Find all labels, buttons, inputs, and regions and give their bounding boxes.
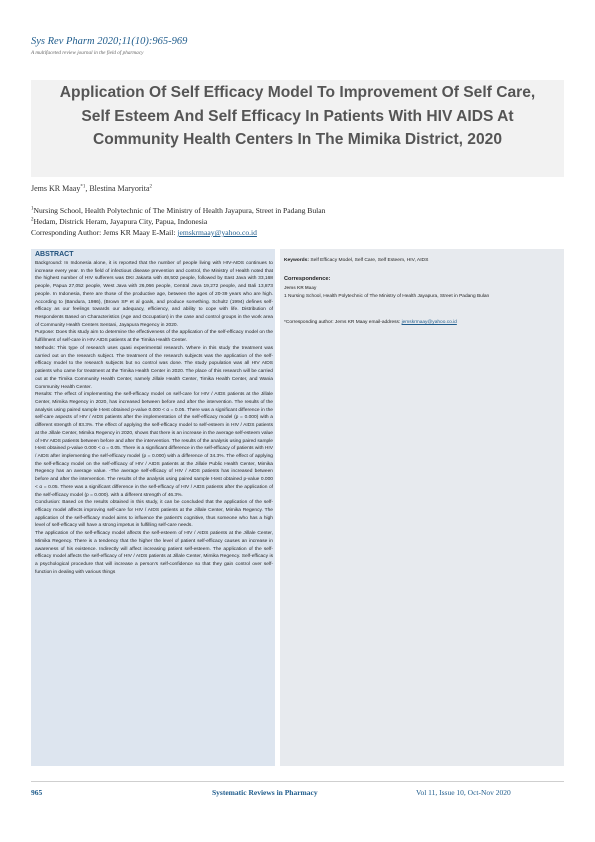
corresponding-author-line [31,228,257,237]
footer-volume-info: Vol 11, Issue 10, Oct-Nov 2020 [416,788,511,797]
abstract-paragraph: Purpose: Does this study aim to determine the effectiveness of the application of the self-efficacy model on the fulfillment of self-care in HIV AIDS patients at the Timika Health Center. [35,330,273,344]
affiliation-superscript: 2 [31,217,34,223]
abstract-paragraph: Results: The effect of implementing the self-efficacy model on self-care for HIV / AIDS patients at the Jillale Center, Mimika Regency in 2020, has increased between before and after the intervention. The results of the analysis using paired sample t-test obtained p-value 0.000 < α = 0.05. There was a significant difference in the self-care aspects of HIV / AIDS patients after the implementation of the self-efficacy model (p = 0.000) with a different strength of 83.3%. The effect of applying the self-efficacy model to self-esteem in HIV / AIDS patients at the Jillale Center, Mimika Regency in 2020, shows that there is an increase in the average self-esteem value of HIV AIDS patients between before and after the intervention. The results of the analysis using paired sample t-test obtained p-value 0.000 < α = 0.05. There is a significant difference in the self-efficacy of patients with HIV / AIDS after implementing the self-efficacy model (p = 0.000) with a difference of 34.3%. The effect of applying the self-efficacy model on the self-efficacy of HIV / AIDS patients at the Jillale Public Health Center, Mimika Regency has an average value. -The average self-efficacy of HIV / AIDS patients has increased between before and after the intervention. The results of the analysis using paired sample t-test obtained p-value 0.000 < α = 0.05. There was a significant difference in the self-efficacy of HIV / AIDS patients after the application of the self-efficacy model (p = 0.000). with a different strength of 46.3%. [35,392,273,498]
abstract-body [35,260,273,576]
affiliation-line [31,217,207,226]
author-name: Blestina Maryorita [89,184,150,193]
page-number: 965 [31,788,43,797]
footer-divider [31,781,564,782]
corresponding-label: Corresponding Author: Jems KR Maay E-Mail: [31,228,178,237]
author-list [31,184,152,193]
author-superscript: *1 [80,184,86,190]
abstract-paragraph: The application of the self-efficacy model affects the self-esteem of HIV / AIDS patients at the Jillale Center, Mimika Regency. There is a tendency that the higher the level of patient self-efficacy causes an increase in awareness of his existence. Indirectly will affect increasing patient self-esteem. The application of the self-efficacy model affects the self-efficacy of HIV / AIDS patients at Jillale Center, Mimika Regency. Self-efficacy is a psychological procedure that will increase a person's self-confidence so that they gain control over self-function in dealing with various things [35,531,273,575]
author-name: Jems KR Maay [31,184,81,193]
journal-tagline: A multifaceted review journal in the field of pharmacy [31,50,144,56]
affiliation-superscript: 1 [31,206,34,212]
abstract-heading: ABSTRACT [35,251,74,258]
corresponding-email-link[interactable]: jemskrmaay@yahoo.co.id [177,228,257,237]
affiliation-text: Nursing School, Health Polytechnic of The Ministry of Health Jayapura, Street in Padang Bulan [33,206,326,215]
paper-title: Application Of Self Efficacy Model To Improvement Of Self Care, Self Esteem And Self Efficacy In Patients With HIV AIDS At Community Health Centers In The Mimika District, 2020 [59,84,536,148]
keywords-panel [280,249,564,766]
abstract-paragraph: Background: In Indonesia alone, it is reported that the number of people living with HIV-AIDS continues to increase every year. In the field of infectious disease prevention and control, the Ministry of Health noted that the highest number of HIV sufferers was DKI Jakarta with 48,502 people, followed by East Java with 33,168 people, Papua 27,052 people, West Java with 26,066 people, Central Java 19,272 people, and Bali 13,873 people. In Indonesia, there are those of the productive age, between the ages of 20-39 years who are high. According to (Bandura, 1986), (Brown SP et al goals, and produce something. Schultz (1994) defines self-efficacy as our feelings towards our adequacy, efficiency, and ability to cope with life. Distribution of Respondents Based on Characteristics (Age and Occupation) in the case and control groups in the work area of Community Health Centers Sentani, Jayapura Regency in 2020. [35,261,273,328]
correspondence-email-line [284,320,457,325]
affiliation-line [31,206,325,215]
footer-journal-name: Systematic Reviews in Pharmacy [212,788,318,797]
correspondence-name: Jems KR Maay [284,285,317,290]
correspondence-email-label: *Corresponding author: Jems KR Maay email-address: [284,320,402,325]
keywords-text: Self Efficacy Model, Self Care, Self Esteem, HIV, AIDS [310,258,429,263]
author-superscript: 2 [149,184,153,190]
correspondence-affiliation: 1 Nursing School, Health Polytechnic of The Ministry of Health Jayapura, Street in Padang Bulan [284,294,490,299]
author-separator: , [85,184,90,193]
correspondence-email-link[interactable]: jemskrmaay@yahoo.co.id [401,320,457,325]
abstract-paragraph: Methods: This type of research uses quasi experimental research. Where in this study the treatment was carried out on the research subject. The treatment of the research subjects was the application of the self-efficacy model to the research subjects but no control was done. The study population was all HIV AIDS patients who came for treatment at the Timika Health Center in 2020. The place of this research will be carried out at the Timika Community Health Center, namely Jillale Health Center, Timika Health Center, and Wania Community Health Center. [35,345,273,390]
keywords-label: Keywords: [284,258,311,263]
journal-citation: Sys Rev Pharm 2020;11(10):965-969 [31,36,188,47]
keywords-line [284,258,428,263]
abstract-paragraph: Conclusion: Based on the results obtained in this study, it can be concluded that the application of the self-efficacy model affects improving self-care for HIV / AIDS patients at the Jillale Center, Mimika Regency. The application of the self-efficacy model aims to influence the patient's cognitive, thus someone who has a high level of self-efficacy will have a strong impetus in fulfilling self-care needs. [35,500,273,529]
affiliation-text: Hedam, Districk Heram, Jayapura City, Papua, Indonesia [33,217,208,226]
correspondence-heading: Correspondence: [284,276,331,282]
